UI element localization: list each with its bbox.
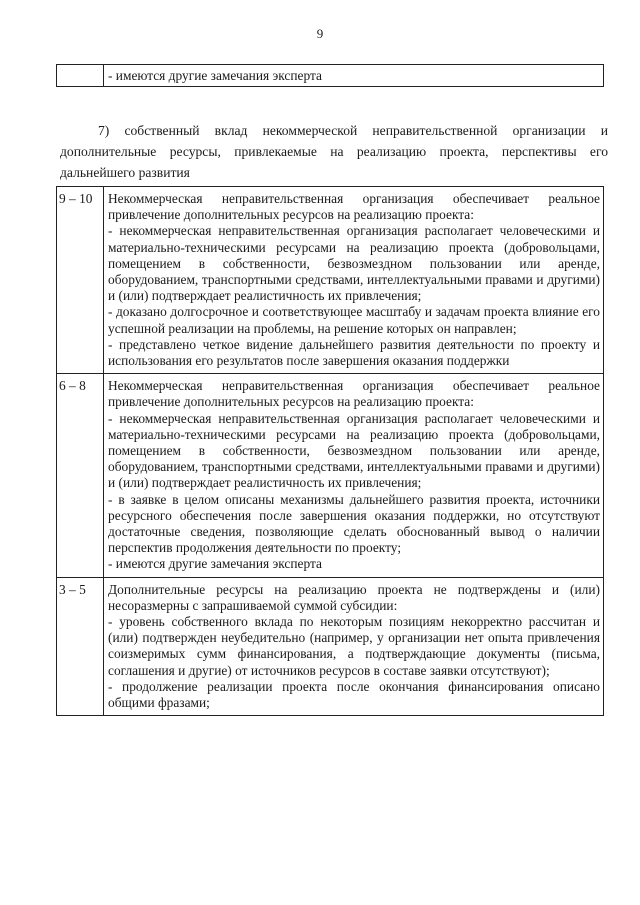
criteria-cell xyxy=(104,374,604,577)
score-cell xyxy=(57,65,104,87)
section-heading-paragraph: 7) собственный вклад некоммерческой неправительственной организации и дополнительные ресурсы, привлекаемые на реализацию проекта, перспективы его дальнейшего развития xyxy=(60,122,608,180)
criteria-cell xyxy=(104,577,604,716)
criteria-line: - уровень собственного вклада по некоторым позициям некорректно рассчитан и (или) подтвержден неубедительно (например, у организации нет опыта привлечения соизмеримых сумм финансирования, а подтверждающие документы (письма, соглашения и другие) от источников ресурсов в составе заявки отсутствуют); xyxy=(108,614,600,678)
criteria-cell: - имеются другие замечания эксперта xyxy=(104,65,604,87)
page-number: 9 xyxy=(316,26,324,41)
criteria-line: - имеются другие замечания эксперта xyxy=(108,556,322,572)
continued-criteria-table xyxy=(56,64,604,87)
score-cell: 3 – 5 xyxy=(57,577,104,716)
criteria-line: Дополнительные ресурсы на реализацию проекта не подтверждены и (или) несоразмерны с запрашиваемой суммой субсидии: xyxy=(108,581,600,613)
table-row xyxy=(57,577,604,716)
criteria-cell xyxy=(104,187,604,374)
criteria-line: Некоммерческая неправительственная организация обеспечивает реальное привлечение дополнительных ресурсов на реализацию проекта: xyxy=(108,378,600,410)
criteria-table xyxy=(56,186,604,716)
table-row xyxy=(57,65,604,87)
criteria-line: - некоммерческая неправительственная организация располагает человеческими и материально-техническими ресурсами на реализацию проекта (добровольцами, помещением в собственности, безвозмездном пользовании или аренде, оборудованием, транспортными средствами, интеллектуальными правами и другими) и (или) подтверждает реалистичность их привлечения; xyxy=(108,223,600,304)
criteria-line: - доказано долгосрочное и соответствующее масштабу и задачам проекта влияние его успешной реализации на проблемы, на решение которых он направлен; xyxy=(108,304,600,336)
criteria-line: - продолжение реализации проекта после окончания финансирования описано общими фразами; xyxy=(108,678,600,711)
table-row xyxy=(57,374,604,577)
table-row xyxy=(57,187,604,374)
criteria-line: - некоммерческая неправительственная организация располагает человеческими и материально-техническими ресурсами на реализацию проекта (добровольцами, помещением в собственности, безвозмездном пользовании или аренде, оборудованием, транспортными средствами, интеллектуальными правами и другими) и (или) подтверждает реалистичность их привлечения; xyxy=(108,410,600,491)
score-cell: 6 – 8 xyxy=(57,374,104,577)
criteria-line: - представлено четкое видение дальнейшего развития деятельности по проекту и использования его результатов после завершения оказания поддержки xyxy=(108,336,600,369)
criteria-line: - в заявке в целом описаны механизмы дальнейшего развития проекта, источники ресурсного обеспечения после завершения оказания поддержки, но отсутствуют достаточные сведения, позволяющие сделать обоснованный вывод о наличии перспектив продолжения деятельности по проекту; xyxy=(108,491,600,556)
criteria-line: Некоммерческая неправительственная организация обеспечивает реальное привлечение дополнительных ресурсов на реализацию проекта: xyxy=(108,191,600,223)
score-cell: 9 – 10 xyxy=(57,187,104,374)
